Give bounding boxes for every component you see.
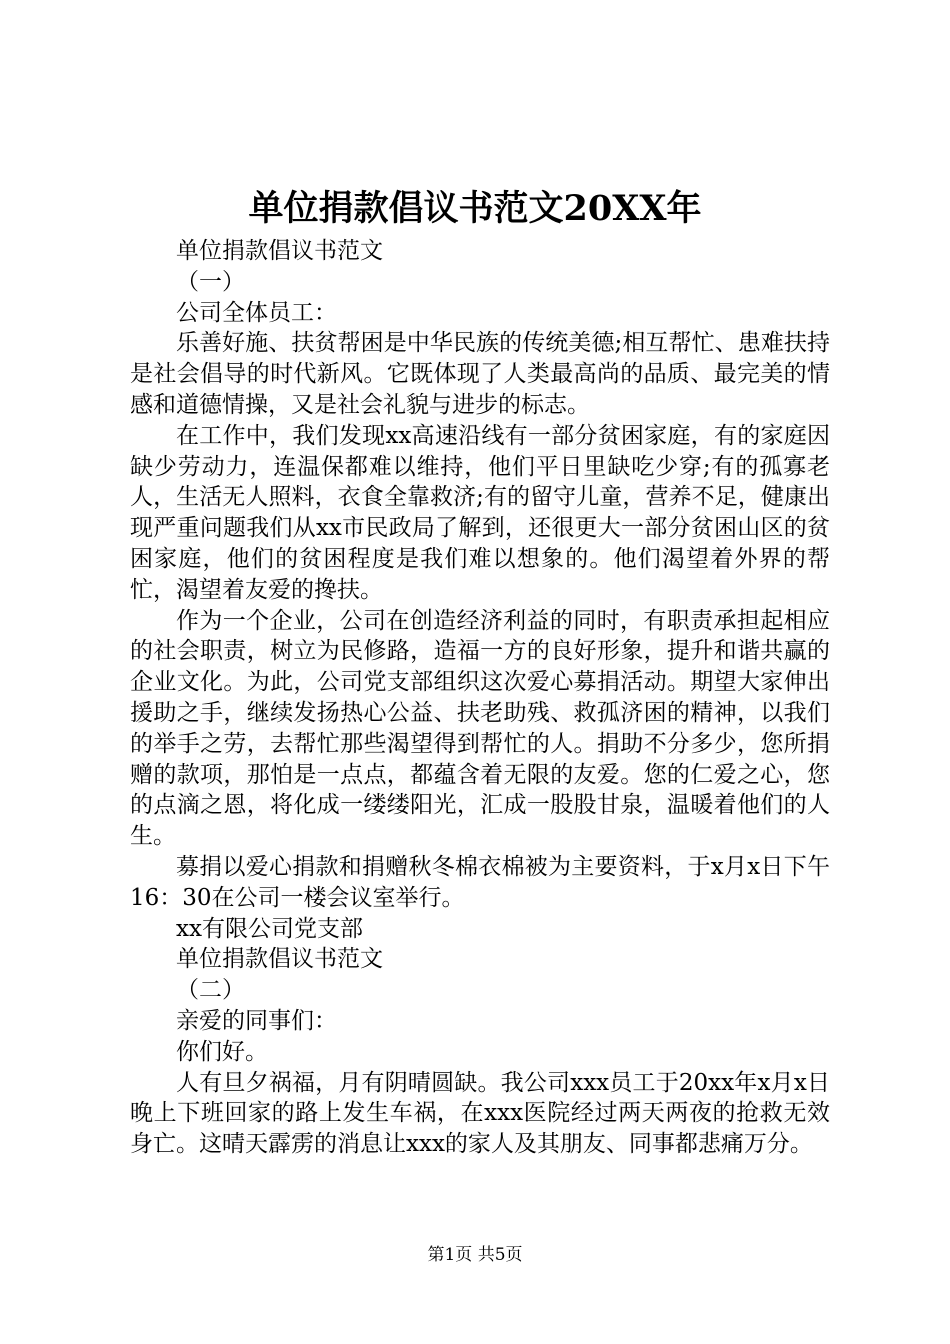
paragraph: 乐善好施、扶贫帮困是中华民族的传统美德;相互帮忙、患难扶持是社会倡导的时代新风。它既体现了人类最高尚的品质、最完美的情感和道德情操，又是社会礼貌与进步的标志。 [130,330,830,418]
paragraph: （二） [176,977,245,1004]
page-footer: 第1页 共5页 [427,1245,523,1265]
paragraph: 你们好。 [176,1038,268,1065]
paragraph: 单位捐款倡议书范文 [176,946,383,973]
paragraph: 公司全体员工： [176,299,337,326]
paragraph: 单位捐款倡议书范文 [176,238,383,264]
document-body [130,236,830,1160]
paragraph: xx有限公司党支部 [176,915,363,942]
document-title: 单位捐款倡议书范文20XX年 [248,188,702,229]
paragraph: 人有旦夕祸福，月有阴晴圆缺。我公司xxx员工于20xx年x月x日晚上下班回家的路上发生车祸，在xxx医院经过两天两夜的抢救无效身亡。这晴天霹雳的消息让xxx的家人及其朋友、同事都悲痛万分。 [130,1069,830,1158]
paragraph: （一） [176,268,245,295]
paragraph: 亲爱的同事们： [176,1007,337,1034]
paragraph: 作为一个企业，公司在创造经济利益的同时，有职责承担起相应的社会职责，树立为民修路，造福一方的良好形象，提升和谐共赢的企业文化。为此，公司党支部组织这次爱心募捐活动。期望大家伸出援助之手，继续发扬热心公益、扶老助残、救孤济困的精神，以我们的举手之劳，去帮忙那些渴望得到帮忙的人。捐助不分多少，您所捐赠的款项，那怕是一点点，都蕴含着无限的友爱。您的仁爱之心，您的点滴之恩，将化成一缕缕阳光，汇成一股股甘泉，温暖着他们的人生。 [130,607,830,850]
paragraph: 在工作中，我们发现xx高速沿线有一部分贫困家庭，有的家庭因缺少劳动力，连温保都难以维持，他们平日里缺吃少穿;有的孤寡老人，生活无人照料，衣食全靠救济;有的留守儿童，营养不足，健康出现严重问题我们从xx市民政局了解到，还很更大一部分贫困山区的贫困家庭，他们的贫困程度是我们难以想象的。他们渴望着外界的帮忙，渴望着友爱的搀扶。 [130,422,830,603]
paragraph: 募捐以爱心捐款和捐赠秋冬棉衣棉被为主要资料，于x月x日下午16：30在公司一楼会议室举行。 [130,853,830,911]
